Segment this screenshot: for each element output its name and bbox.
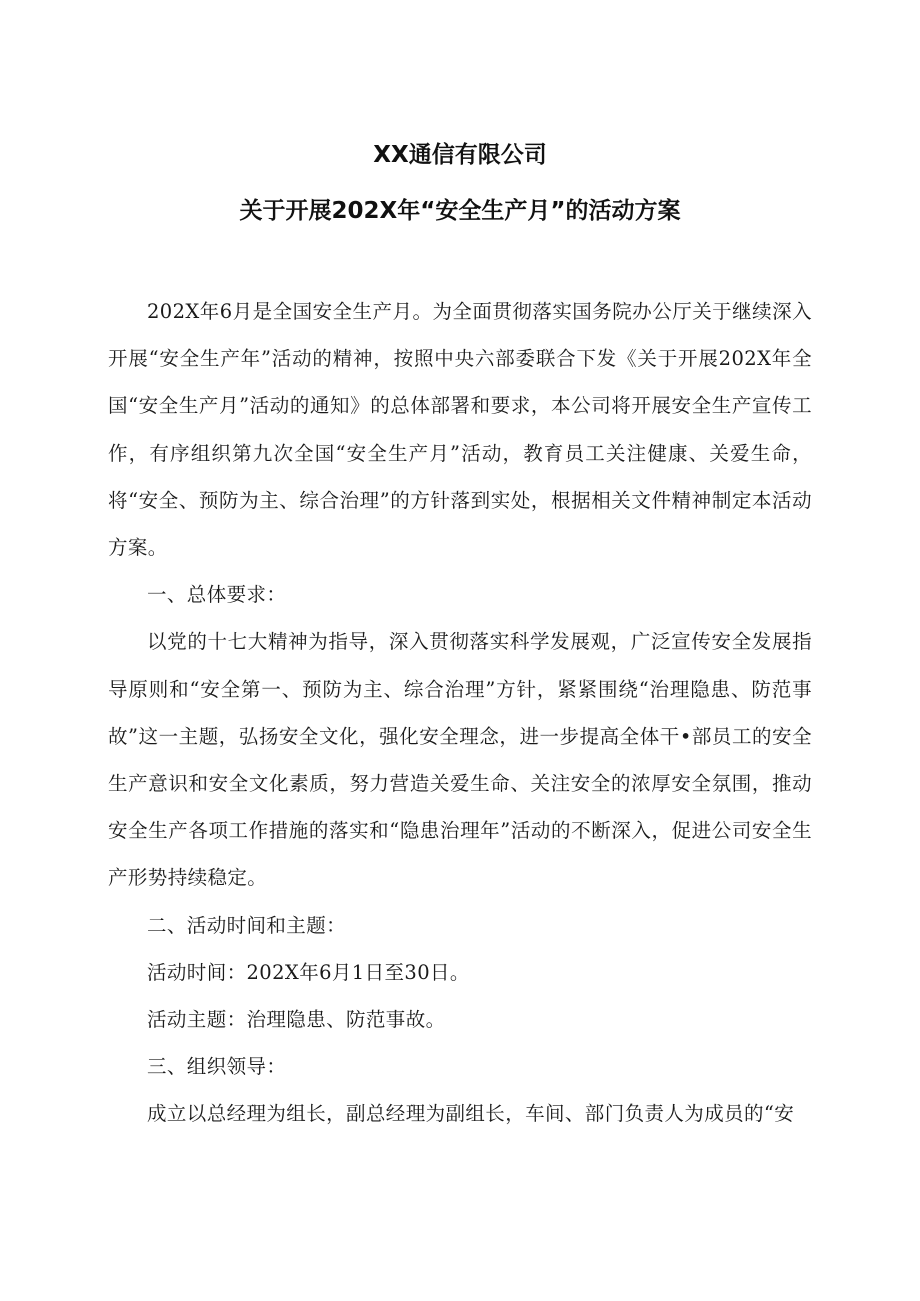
activity-theme-line: 活动主题：治理隐患、防范事故。 <box>147 1008 446 1032</box>
section-heading-organization: 三、组织领导： <box>147 1055 287 1079</box>
section-heading-time-and-theme: 二、活动时间和主题： <box>147 913 347 937</box>
activity-time-line: 活动时间：202X年6月1日至30日。 <box>147 960 470 984</box>
general-requirements-paragraph: 以党的十七大精神为指导，深入贯彻落实科学发展观，广泛宣传安全发展指导原则和“安全第一、预防为主、综合治理”方针，紧紧围绕“治理隐患、防范事故”这一主题，弘扬安全文化，强化安全理念，进一步提高全体干•部员工的安全生产意识和安全文化素质，努力营造关爱生命、关注安全的浓厚安全氛围，推动安全生产各项工作措施的落实和“隐患治理年”活动的不断深入，促进公司安全生产形势持续稳定。 <box>108 630 812 890</box>
document-body <box>108 288 812 1138</box>
company-title: XX通信有限公司 <box>373 142 547 168</box>
organization-paragraph: 成立以总经理为组长，副总经理为副组长，车间、部门负责人为成员的“安 <box>147 1102 795 1126</box>
document-title: 关于开展202X年“安全生产月”的活动方案 <box>239 198 681 224</box>
intro-paragraph: 202X年6月是全国安全生产月。为全面贯彻落实国务院办公厅关于继续深入开展“安全生产年”活动的精神，按照中央六部委联合下发《关于开展202X年全国“安全生产月”活动的通知》的总体部署和要求，本公司将开展安全生产宣传工作，有序组织第九次全国“安全生产月”活动，教育员工关注健康、关爱生命，将“安全、预防为主、综合治理”的方针落到实处，根据相关文件精神制定本活动方案。 <box>108 300 812 560</box>
section-heading-general-requirements: 一、总体要求： <box>147 583 287 607</box>
